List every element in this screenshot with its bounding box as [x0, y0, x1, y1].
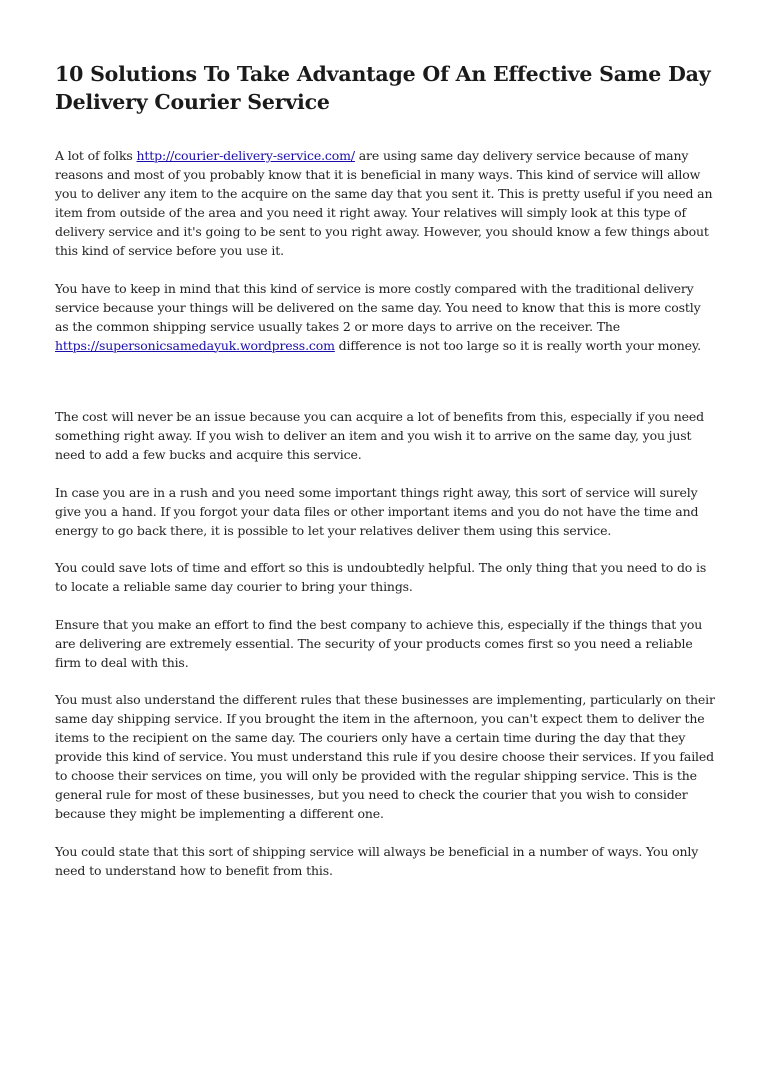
paragraph-2-text-before: You have to keep in mind that this kind of service is more costly compared with the traditional delivery service because your things will be delivered on the same day. You need to know that this is more costly as the common shipping service usually takes 2 or more days to arrive on the receiver. The [55, 280, 701, 334]
document-page [55, 60, 715, 898]
paragraph-1-text-after: are using same day delivery service because of many reasons and most of you probably know that it is beneficial in many ways. This kind of service will allow you to deliver any item to the acquire on the same day that you sent it. This is pretty useful if you need an item from outside of the area and you need it right away. Your relatives will simply look at this type of delivery service and it's going to be sent to you right away. However, you should know a few things about this kind of service before you use it. [55, 148, 713, 258]
paragraph-3: The cost will never be an issue because you can acquire a lot of benefits from this, especially if you need something right away. If you wish to deliver an item and you wish it to arrive on the same day, you just need to add a few bucks and acquire this service. [55, 409, 704, 462]
paragraph-2-text-after: difference is not too large so it is really worth your money. [334, 337, 701, 353]
document-title: 10 Solutions To Take Advantage Of An Effective Same Day Delivery Courier Service [55, 62, 711, 114]
paragraph-6: Ensure that you make an effort to find the best company to achieve this, especially if the things that you are delivering are extremely essential. The security of your products comes first so you need a reliable firm to deal with this. [55, 616, 703, 670]
paragraph-1-text-before: A lot of folks [55, 148, 137, 163]
paragraph-4: In case you are in a rush and you need some important things right away, this sort of service will surely give you a hand. If you forgot your data files or other important items and you do not have the time and energy to go back there, it is possible to let your relatives deliver them using this service. [55, 484, 699, 538]
supersonic-sameday-link[interactable]: https://supersonicsamedayuk.wordpress.com [55, 337, 335, 353]
blank-spacer [55, 373, 715, 407]
paragraph-8: You could state that this sort of shipping service will always be beneficial in a number of ways. You only need to understand how to benefit from this. [55, 843, 699, 878]
paragraph-2 [55, 279, 715, 355]
paragraph-7: You must also understand the different rules that these businesses are implementing, particularly on their same day shipping service. If you brought the item in the afternoon, you can't expect them to deliver the items to the recipient on the same day. The couriers only have a certain time during the day that they provide this kind of service. You must understand this rule if you desire choose their services. If you failed to choose their services on time, you will only be provided with the regular shipping service. This is the general rule for most of these businesses, but you need to check the courier that you wish to consider because they might be implementing a different one. [55, 692, 715, 821]
courier-delivery-link[interactable]: http://courier-delivery-service.com/ [136, 148, 355, 163]
paragraph-5: You could save lots of time and effort so this is undoubtedly helpful. The only thing that you need to do is to locate a reliable same day courier to bring your things. [55, 560, 707, 594]
paragraph-1 [55, 146, 715, 260]
